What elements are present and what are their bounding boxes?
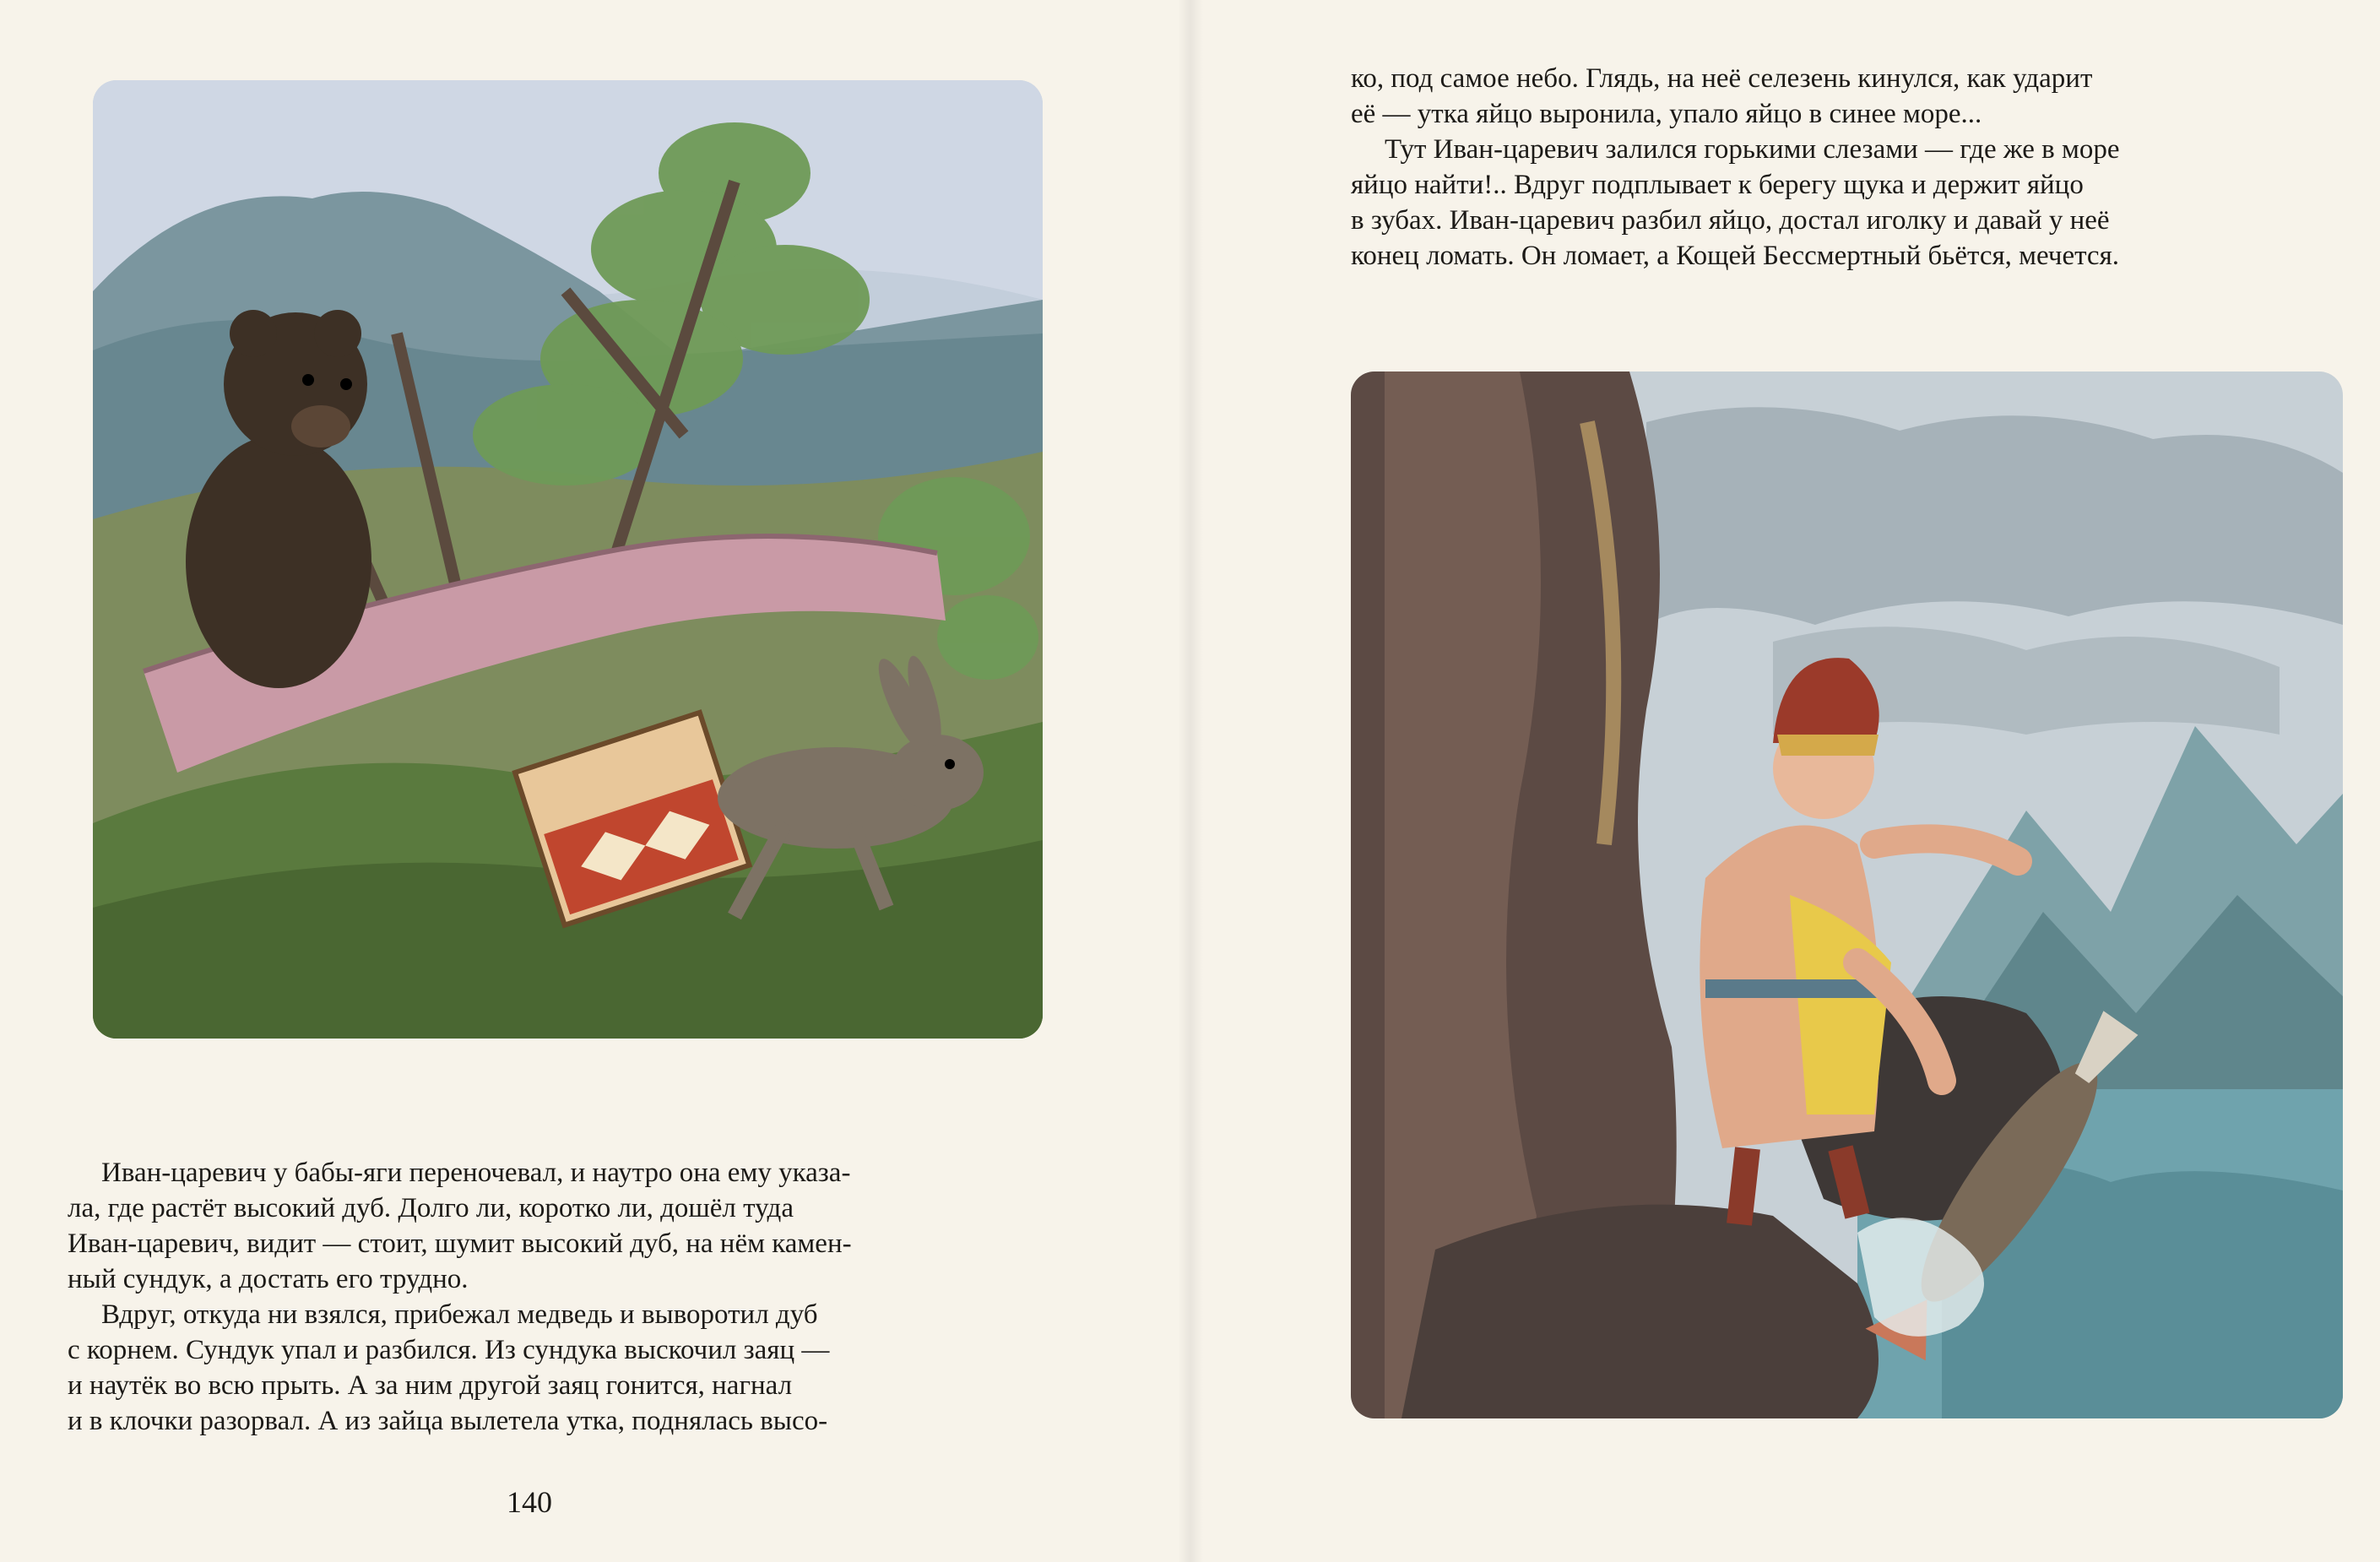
text-line: ла, где растёт высокий дуб. Долго ли, коротко ли, дошёл туда (68, 1193, 794, 1223)
text-line: в зубах. Иван-царевич разбил яйцо, достал иголку и давай у неё (1351, 205, 2110, 236)
illustration-ivan-and-pike (1351, 372, 2343, 1418)
text-line: Иван-царевич, видит — стоит, шумит высокий дуб, на нём камен- (68, 1228, 852, 1259)
illustration-bear-hare-chest (93, 80, 1043, 1039)
paragraph (68, 1155, 1055, 1297)
text-line: и наутёк во всю прыть. А за ним другой заяц гонится, нагнал (68, 1370, 793, 1401)
book-gutter (1178, 0, 1203, 1562)
text-line: яйцо найти!.. Вдруг подплывает к берегу щука и держит яйцо (1351, 170, 2084, 200)
right-page-text (1351, 61, 2347, 274)
text-line: Вдруг, откуда ни взялся, прибежал медведь и выворотил дуб (101, 1299, 818, 1330)
text-line: Иван-царевич у бабы-яги переночевал, и наутро она ему указа- (101, 1158, 851, 1188)
text-line: её — утка яйцо выронила, упало яйцо в синее море... (1351, 99, 1982, 129)
text-line: ный сундук, а достать его трудно. (68, 1264, 469, 1294)
paragraph (1351, 132, 2347, 274)
text-line: ко, под самое небо. Глядь, на неё селезень кинулся, как ударит (1351, 63, 2093, 94)
paragraph (68, 1297, 1055, 1439)
illustration-bear-hare-chest-art (93, 80, 1043, 1039)
text-line: конец ломать. Он ломает, а Кощей Бессмертный бьётся, мечется. (1351, 241, 2119, 271)
left-page-text (68, 1155, 1055, 1439)
text-line: и в клочки разорвал. А из зайца вылетела утка, поднялась высо- (68, 1406, 828, 1436)
left-page (0, 0, 1182, 1562)
text-line: Тут Иван-царевич залился горькими слезами — где же в море (1385, 134, 2120, 165)
paragraph (1351, 61, 2347, 132)
text-line: с корнем. Сундук упал и разбился. Из сундука выскочил заяц — (68, 1335, 830, 1365)
page-number: 140 (507, 1485, 552, 1519)
illustration-ivan-and-pike-art (1351, 372, 2343, 1418)
